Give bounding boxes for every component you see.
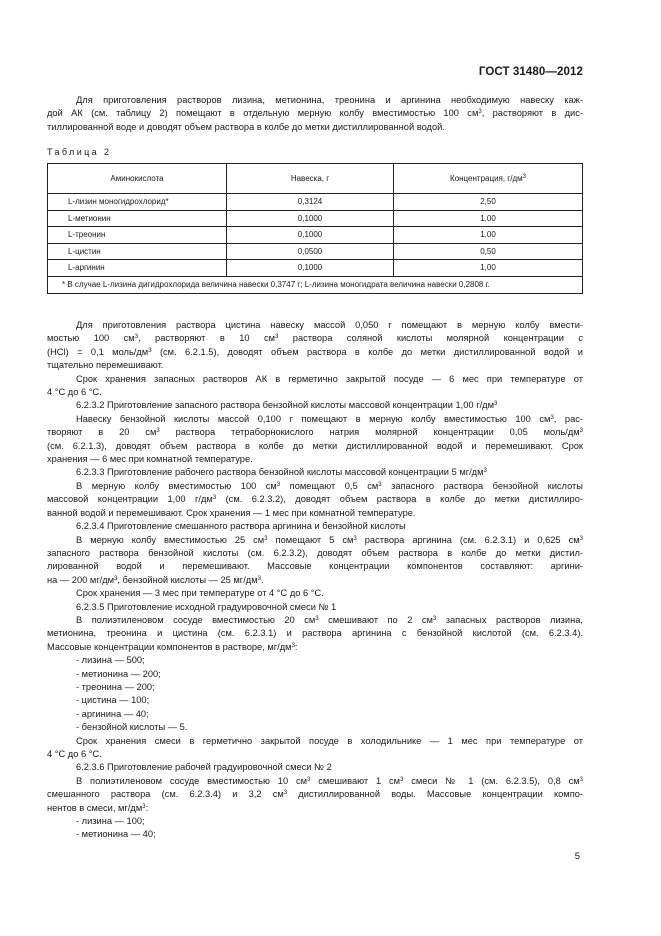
text-line: Срок хранения запасных растворов АК в герметично закрытой посуде — 6 мес при температуре от: [76, 373, 583, 384]
text-line: Срок хранения смеси в герметично закрытой посуде в холодильнике — 1 мес при температуре от: [76, 735, 583, 746]
text-line: запасного раствора бензойной кислоты (см. 6.2.3.2), доводят объем раствора в колбе до метки дистил-: [47, 547, 583, 558]
list-item: - лизина — 100;: [76, 816, 145, 827]
cell-concentration: 1,00: [394, 227, 583, 244]
cell-mass: 0,1000: [227, 210, 394, 227]
cell-mass: 0,1000: [227, 260, 394, 277]
list-item: - лизина — 500;: [76, 655, 145, 666]
table-header-row: [48, 164, 583, 194]
section-title-6-2-3-3: 6.2.3.3 Приготовление рабочего раствора бензойной кислоты массовой концентрации 5 $мг/дм^3$: [76, 467, 487, 478]
text-line: тиллированной воде и доводят объем раствора в колбе до метки дистиллированной водой.: [47, 121, 445, 132]
cell-mass: 0,1000: [227, 227, 394, 244]
table-row: [48, 194, 583, 211]
list-item: - треонина — 200;: [76, 681, 155, 692]
text-line: 4 °С до 6 °С.: [47, 749, 102, 759]
column-header-concentration: Концентрация, $г/дм^3$: [394, 164, 583, 194]
text-line: дой АК (см. таблицу 2) помещают в отдельную мерную колбу вместимостью 100 $см^3$, растворяют в дис-: [47, 108, 583, 119]
table-caption: Таблица 2: [47, 147, 112, 157]
text-line: метионина, треонина и цистина (см. 6.2.3.1) и раствора аргинина с бензойной кислотой (см. 6.2.3.4).: [47, 628, 583, 639]
cell-concentration: 1,00: [394, 210, 583, 227]
cell-acid: L-аргинин: [48, 260, 227, 277]
text-line: мостью 100 $см^3$, растворяют в 10 $см^3$ раствора соляной кислоты молярной концентрации c: [47, 333, 583, 344]
table-row: [48, 243, 583, 260]
text-line: В мерную колбу вместимостью 25 $см^3$ помещают 5 $см^3$ раствора аргинина (см. 6.2.3.1) и 0,625 $см^3$: [76, 534, 583, 545]
text-line: Для приготовления растворов лизина, метионина, треонина и аргинина необходимую навеску каж-: [76, 95, 583, 105]
table-row: [48, 227, 583, 244]
intro-paragraph: [47, 94, 583, 134]
text-line: ванной водой и перемешивают. Срок хранения — 1 мес при комнатной температуре.: [47, 507, 416, 518]
page-number: 5: [574, 851, 580, 862]
text-line: творяют в 20 $см^3$ раствора тетраборнокислого натрия молярной концентрации 0,05 моль/$дм^3$: [47, 427, 583, 438]
cell-concentration: 2,50: [394, 194, 583, 211]
text-line: нентов в смеси, $мг/дм^3$:: [47, 802, 149, 813]
text-line: массовой концентрации 1,00 $г/дм^3$ (см. 6.2.3.2), доводят объем раствора в колбе до метки дистиллиро-: [47, 494, 583, 505]
list-item: - аргинина — 40;: [76, 708, 149, 719]
column-header-acid: Аминокислота: [48, 164, 227, 194]
text-line: на — 200 $мг/дм^3$, бензойной кислоты — 25 $мг/дм^3$.: [47, 574, 264, 585]
cell-mass: 0,0500: [227, 243, 394, 260]
cell-acid: L-треонин: [48, 227, 227, 244]
cell-concentration: 1,00: [394, 260, 583, 277]
list-item: - бензойной кислоты — 5.: [76, 722, 188, 733]
text-line: Массовые концентрации компонентов в растворе, $мг/дм^3$:: [47, 641, 298, 652]
text-line: лированной водой и перемешивают. Массовые концентрации компонентов составляют: аргини-: [47, 561, 583, 572]
table-row: [48, 210, 583, 227]
cell-concentration: 0,50: [394, 243, 583, 260]
text-line: тщательно перемешивают.: [47, 360, 164, 371]
cell-acid: L-метионин: [48, 210, 227, 227]
text-line: Срок хранения — 3 мес при температуре от 4 °С до 6 °С.: [76, 588, 324, 599]
section-title-6-2-3-6: 6.2.3.6 Приготовление рабочей градуировочной смеси № 2: [76, 762, 332, 773]
table-footnote-row: [48, 276, 583, 293]
text-line: В полиэтиленовом сосуде вместимостью 10 $см^3$ смешивают 1 $см^3$ смеси № 1 (см. 6.2.3.5), 0,8 $см^3$: [76, 775, 583, 786]
cell-acid: L-лизин моногидрохлорид*: [48, 194, 227, 211]
text-line: В мерную колбу вместимостью 100 $см^3$ помещают 0,5 $см^3$ запасного раствора бензойной кислоты: [76, 480, 583, 491]
section-title-6-2-3-5: 6.2.3.5 Приготовление исходной градуировочной смеси № 1: [76, 601, 337, 612]
text-line: (см. 6.2.1.3), доводят объем раствора в колбе до метки дистиллированной водой и перемешивают. Срок: [47, 440, 583, 451]
section-title-6-2-3-2: 6.2.3.2 Приготовление запасного раствора бензойной кислоты массовой концентрации 1,00 $г/дм^3$: [76, 400, 498, 411]
cell-acid: L-цистин: [48, 243, 227, 260]
list-item: - метионина — 40;: [76, 829, 156, 840]
amino-acid-table: [47, 163, 583, 294]
list-item: - метионина — 200;: [76, 668, 161, 679]
text-line: хранения — 6 мес при комнатной температуре.: [47, 454, 253, 465]
text-line: В полиэтиленовом сосуде вместимостью 20 $см^3$ смешивают по 2 $см^3$ запасных растворов лизина,: [76, 614, 583, 625]
section-title-6-2-3-4: 6.2.3.4 Приготовление смешанного раствора аргинина и бензойной кислоты: [76, 521, 406, 532]
document-standard-id: ГОСТ 31480—2012: [478, 66, 583, 78]
text-line: Навеску бензойной кислоты массой 0,100 г помещают в мерную колбу вместимостью 100 $см^3$, рас-: [76, 413, 583, 424]
text-line: 4 °С до 6 °С.: [47, 387, 102, 398]
main-text: [47, 319, 583, 842]
text-line: (HCl) = 0,1 моль/$дм^3$ (см. 6.2.1.5), доводят объем раствора в колбе до метки дистиллированной водой и: [47, 346, 583, 357]
text-line: Для приготовления раствора цистина навеску массой 0,050 г помещают в мерную колбу вмести-: [76, 320, 583, 330]
text-line: смешанного раствора (см. 6.2.3.4) и 3,2 $см^3$ дистиллированной воды. Массовые концентрации компо-: [47, 789, 584, 800]
table-row: [48, 260, 583, 277]
table-footnote: * В случае L-лизина дигидрохлорида величина навески 0,3747 г; L-лизина моногидрата величина навески 0,2808 г.: [48, 276, 583, 293]
column-header-mass: Навеска, г: [227, 164, 394, 194]
cell-mass: 0,3124: [227, 194, 394, 211]
list-item: - цистина — 100;: [76, 695, 150, 706]
